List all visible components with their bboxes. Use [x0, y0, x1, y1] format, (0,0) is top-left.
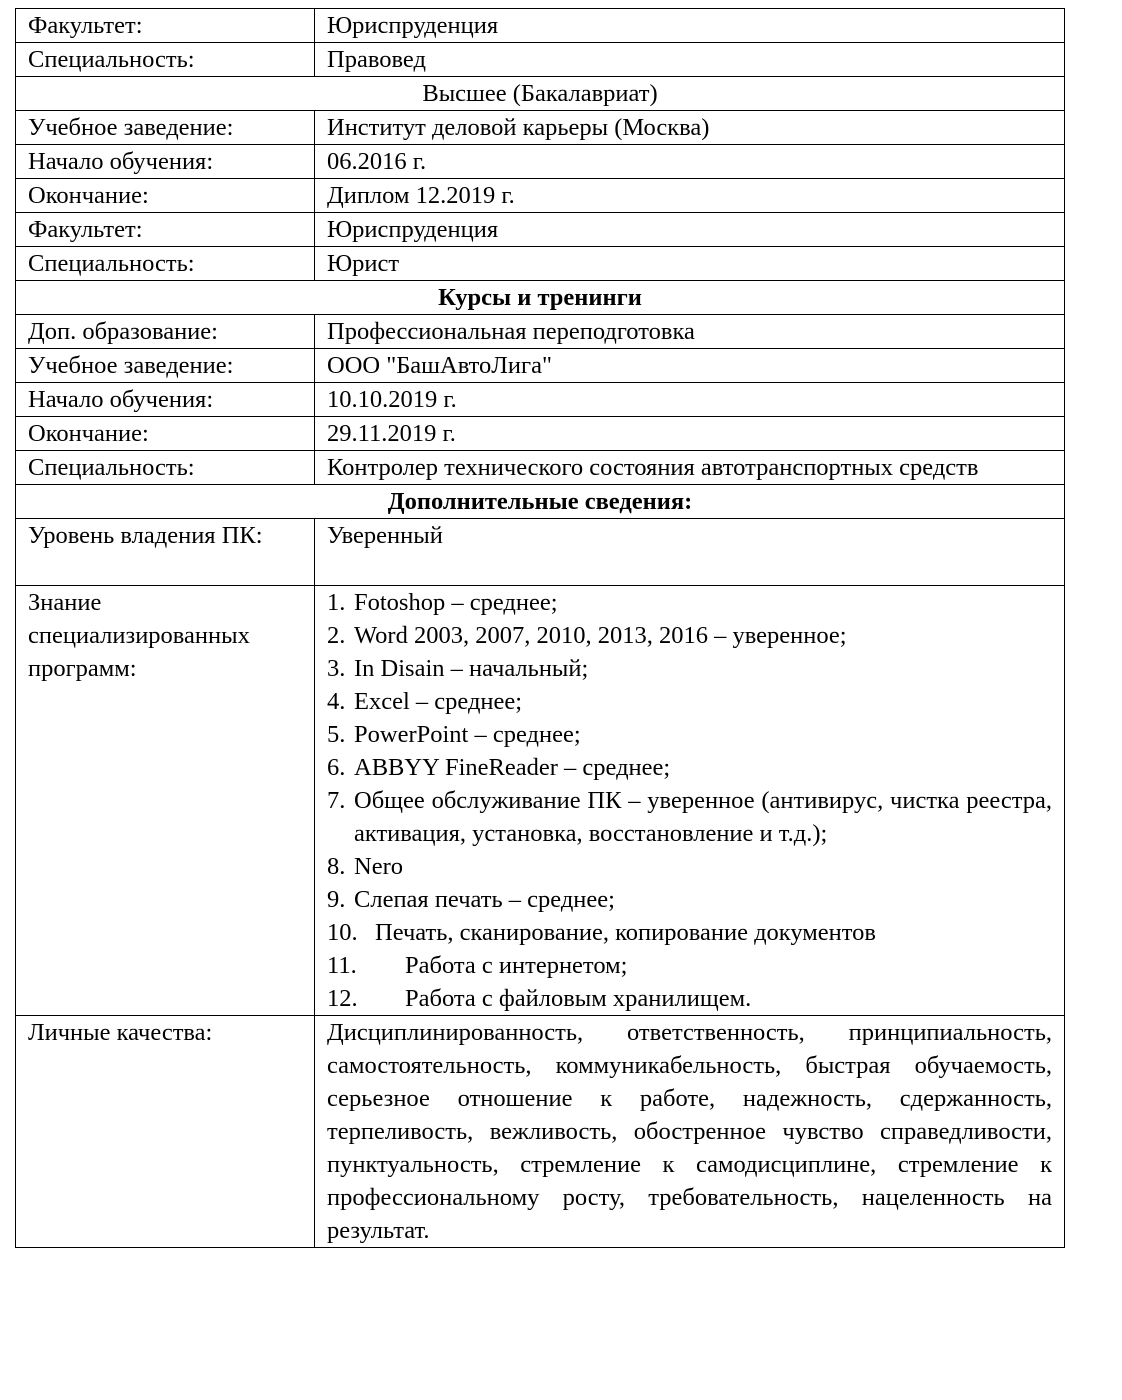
table-row [16, 417, 1065, 451]
software-list [327, 586, 1052, 1015]
row-label: Окончание: [16, 417, 315, 451]
resume-table-page [15, 8, 1064, 1248]
table-row [16, 43, 1065, 77]
list-text: Fotoshop – среднее; [354, 589, 558, 616]
row-value: 10.10.2019 г. [315, 383, 1065, 417]
table-row [16, 213, 1065, 247]
row-label: Специальность: [16, 247, 315, 281]
row-value: ООО "БашАвтоЛига" [315, 349, 1065, 383]
table-row [16, 519, 1065, 586]
table-row [16, 1016, 1065, 1248]
list-item [327, 850, 1052, 883]
table-row [16, 179, 1065, 213]
list-text: Excel – среднее; [354, 688, 523, 715]
list-number: 7. [327, 787, 346, 814]
pc-level-value: Уверенный [315, 519, 1065, 586]
row-value: Институт деловой карьеры (Москва) [315, 111, 1065, 145]
list-number: 1. [327, 589, 346, 616]
list-number: 10. [327, 919, 358, 946]
list-item [327, 883, 1052, 916]
row-value: 29.11.2019 г. [315, 417, 1065, 451]
list-number: 2. [327, 622, 346, 649]
list-item [327, 982, 1052, 1015]
list-item [327, 949, 1052, 982]
list-text: Слепая печать – среднее; [354, 886, 615, 913]
list-number: 8. [327, 853, 346, 880]
table-row [16, 586, 1065, 1016]
section-row [16, 77, 1065, 111]
table-row [16, 9, 1065, 43]
row-value: Контролер технического состояния автотранспортных средств [315, 451, 1065, 485]
section-courses-heading: Курсы и тренинги [16, 281, 1065, 315]
list-text: Работа с интернетом; [405, 952, 628, 979]
list-item [327, 751, 1052, 784]
list-text: Печать, сканирование, копирование документов [375, 919, 876, 946]
row-value: Юриспруденция [315, 213, 1065, 247]
qualities-label: Личные качества: [16, 1016, 315, 1248]
software-label: Знание специализированных программ: [16, 586, 315, 1016]
list-text: In Disain – начальный; [354, 655, 589, 682]
row-value: Правовед [315, 43, 1065, 77]
list-item [327, 718, 1052, 751]
list-text: Общее обслуживание ПК – уверенное (антивирус, чистка реестра, активация, установка, восстановление и т.д.); [354, 787, 1052, 847]
section-row [16, 485, 1065, 519]
list-number: 12. [327, 985, 358, 1012]
row-value: Диплом 12.2019 г. [315, 179, 1065, 213]
list-text: Nero [354, 853, 403, 880]
table-row [16, 111, 1065, 145]
list-number: 11. [327, 952, 357, 979]
list-item [327, 784, 1052, 850]
list-text: Word 2003, 2007, 2010, 2013, 2016 – уверенное; [354, 622, 847, 649]
section-extra-heading: Дополнительные сведения: [16, 485, 1065, 519]
table-row [16, 145, 1065, 179]
row-label: Учебное заведение: [16, 349, 315, 383]
row-label: Специальность: [16, 451, 315, 485]
table-row [16, 247, 1065, 281]
list-number: 4. [327, 688, 346, 715]
list-text: Работа с файловым хранилищем. [405, 985, 752, 1012]
pc-level-label: Уровень владения ПК: [16, 519, 315, 586]
list-item [327, 586, 1052, 619]
table-row [16, 349, 1065, 383]
qualities-value: Дисциплинированность, ответственность, принципиальность, самостоятельность, коммуникабельность, быстрая обучаемость, серьезное отношение к работе, надежность, сдержанность, терпеливость, вежливость, обостренное чувство справедливости, пунктуальность, стремление к самодисциплине, стремление к профессиональному росту, требовательность, нацеленность на результат. [315, 1016, 1065, 1248]
table-row [16, 383, 1065, 417]
table-row [16, 451, 1065, 485]
section-row [16, 281, 1065, 315]
row-value: Юрист [315, 247, 1065, 281]
list-number: 3. [327, 655, 346, 682]
list-item [327, 652, 1052, 685]
row-label: Доп. образование: [16, 315, 315, 349]
list-text: PowerPoint – среднее; [354, 721, 581, 748]
row-label: Начало обучения: [16, 383, 315, 417]
list-number: 6. [327, 754, 346, 781]
resume-table [15, 8, 1065, 1248]
software-list-cell [315, 586, 1065, 1016]
table-row [16, 315, 1065, 349]
row-label: Начало обучения: [16, 145, 315, 179]
list-text: ABBYY FineReader – среднее; [354, 754, 671, 781]
section-higher-heading: Высшее (Бакалавриат) [16, 77, 1065, 111]
list-item [327, 685, 1052, 718]
list-item [327, 619, 1052, 652]
list-item [327, 916, 1052, 949]
row-label: Факультет: [16, 9, 315, 43]
row-value: 06.2016 г. [315, 145, 1065, 179]
row-value: Профессиональная переподготовка [315, 315, 1065, 349]
row-label: Факультет: [16, 213, 315, 247]
row-label: Окончание: [16, 179, 315, 213]
row-label: Специальность: [16, 43, 315, 77]
row-label: Учебное заведение: [16, 111, 315, 145]
list-number: 9. [327, 886, 346, 913]
list-number: 5. [327, 721, 346, 748]
row-value: Юриспруденция [315, 9, 1065, 43]
